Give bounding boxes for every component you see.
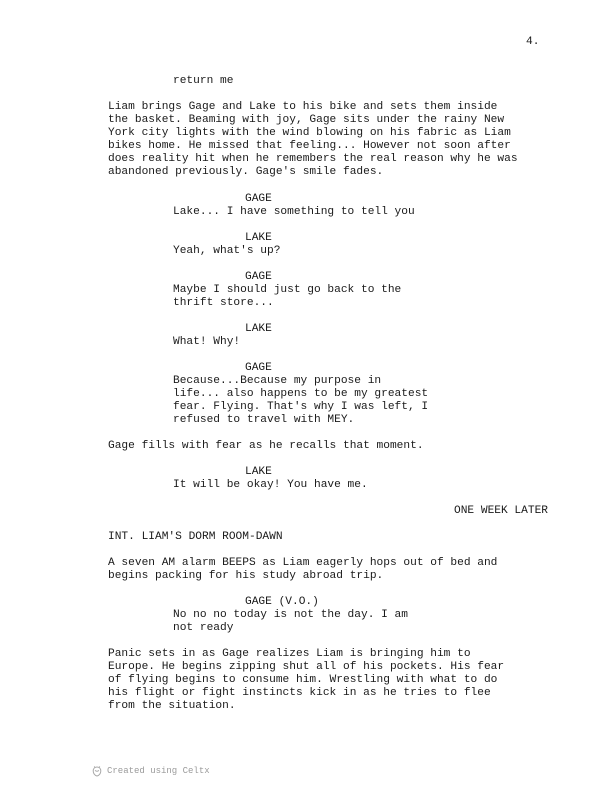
action-line: Gage fills with fear as he recalls that moment. [108, 440, 424, 452]
page-number: 4. [526, 36, 540, 48]
action-line: the basket. Beaming with joy, Gage sits under the rainy New [108, 114, 505, 126]
action-line: of flying begins to consume him. Wrestling with what to do [108, 674, 498, 686]
footer-credit[interactable] [92, 765, 210, 778]
dialogue-line: life... also happens to be my greatest [173, 388, 429, 400]
scene-heading: INT. LIAM'S DORM ROOM-DAWN [108, 531, 283, 543]
action-line: A seven AM alarm BEEPS as Liam eagerly hops out of bed and [108, 557, 498, 569]
character-name: GAGE [245, 271, 272, 283]
action-line: Europe. He begins zipping shut all of his pockets. His fear [108, 661, 505, 673]
dialogue-line: What! Why! [173, 336, 241, 348]
dialogue-line: It will be okay! You have me. [173, 479, 368, 491]
character-name: LAKE [245, 466, 272, 478]
action-line: abandoned previously. Gage's smile fades. [108, 166, 384, 178]
footer-text: Created using Celtx [107, 766, 210, 776]
dialogue-line: return me [173, 75, 234, 87]
dialogue-line: refused to travel with MEY. [173, 414, 355, 426]
action-line: begins packing for his study abroad trip. [108, 570, 384, 582]
action-line: does reality hit when he remembers the real reason why he was [108, 153, 518, 165]
character-name: LAKE [245, 323, 272, 335]
action-line: his flight or fight instincts kick in as he tries to flee [108, 687, 491, 699]
dialogue-line: Because...Because my purpose in [173, 375, 382, 387]
character-name: GAGE [245, 193, 272, 205]
action-line: bikes home. He missed that feeling... However not soon after [108, 140, 511, 152]
action-line: Liam brings Gage and Lake to his bike and sets them inside [108, 101, 498, 113]
transition: ONE WEEK LATER [454, 505, 548, 517]
action-line: York city lights with the wind blowing on his fabric as Liam [108, 127, 511, 139]
action-line: from the situation. [108, 700, 236, 712]
dialogue-line: No no no today is not the day. I am [173, 609, 408, 621]
dialogue-line: Lake... I have something to tell you [173, 206, 415, 218]
dialogue-line: Yeah, what's up? [173, 245, 281, 257]
dialogue-line: Maybe I should just go back to the [173, 284, 402, 296]
dialogue-line: not ready [173, 622, 234, 634]
dialogue-line: thrift store... [173, 297, 274, 309]
action-line: Panic sets in as Gage realizes Liam is bringing him to [108, 648, 471, 660]
character-name: GAGE [245, 362, 272, 374]
celtx-logo-icon [92, 766, 102, 777]
character-name: GAGE (V.O.) [245, 596, 319, 608]
character-name: LAKE [245, 232, 272, 244]
dialogue-line: fear. Flying. That's why I was left, I [173, 401, 429, 413]
